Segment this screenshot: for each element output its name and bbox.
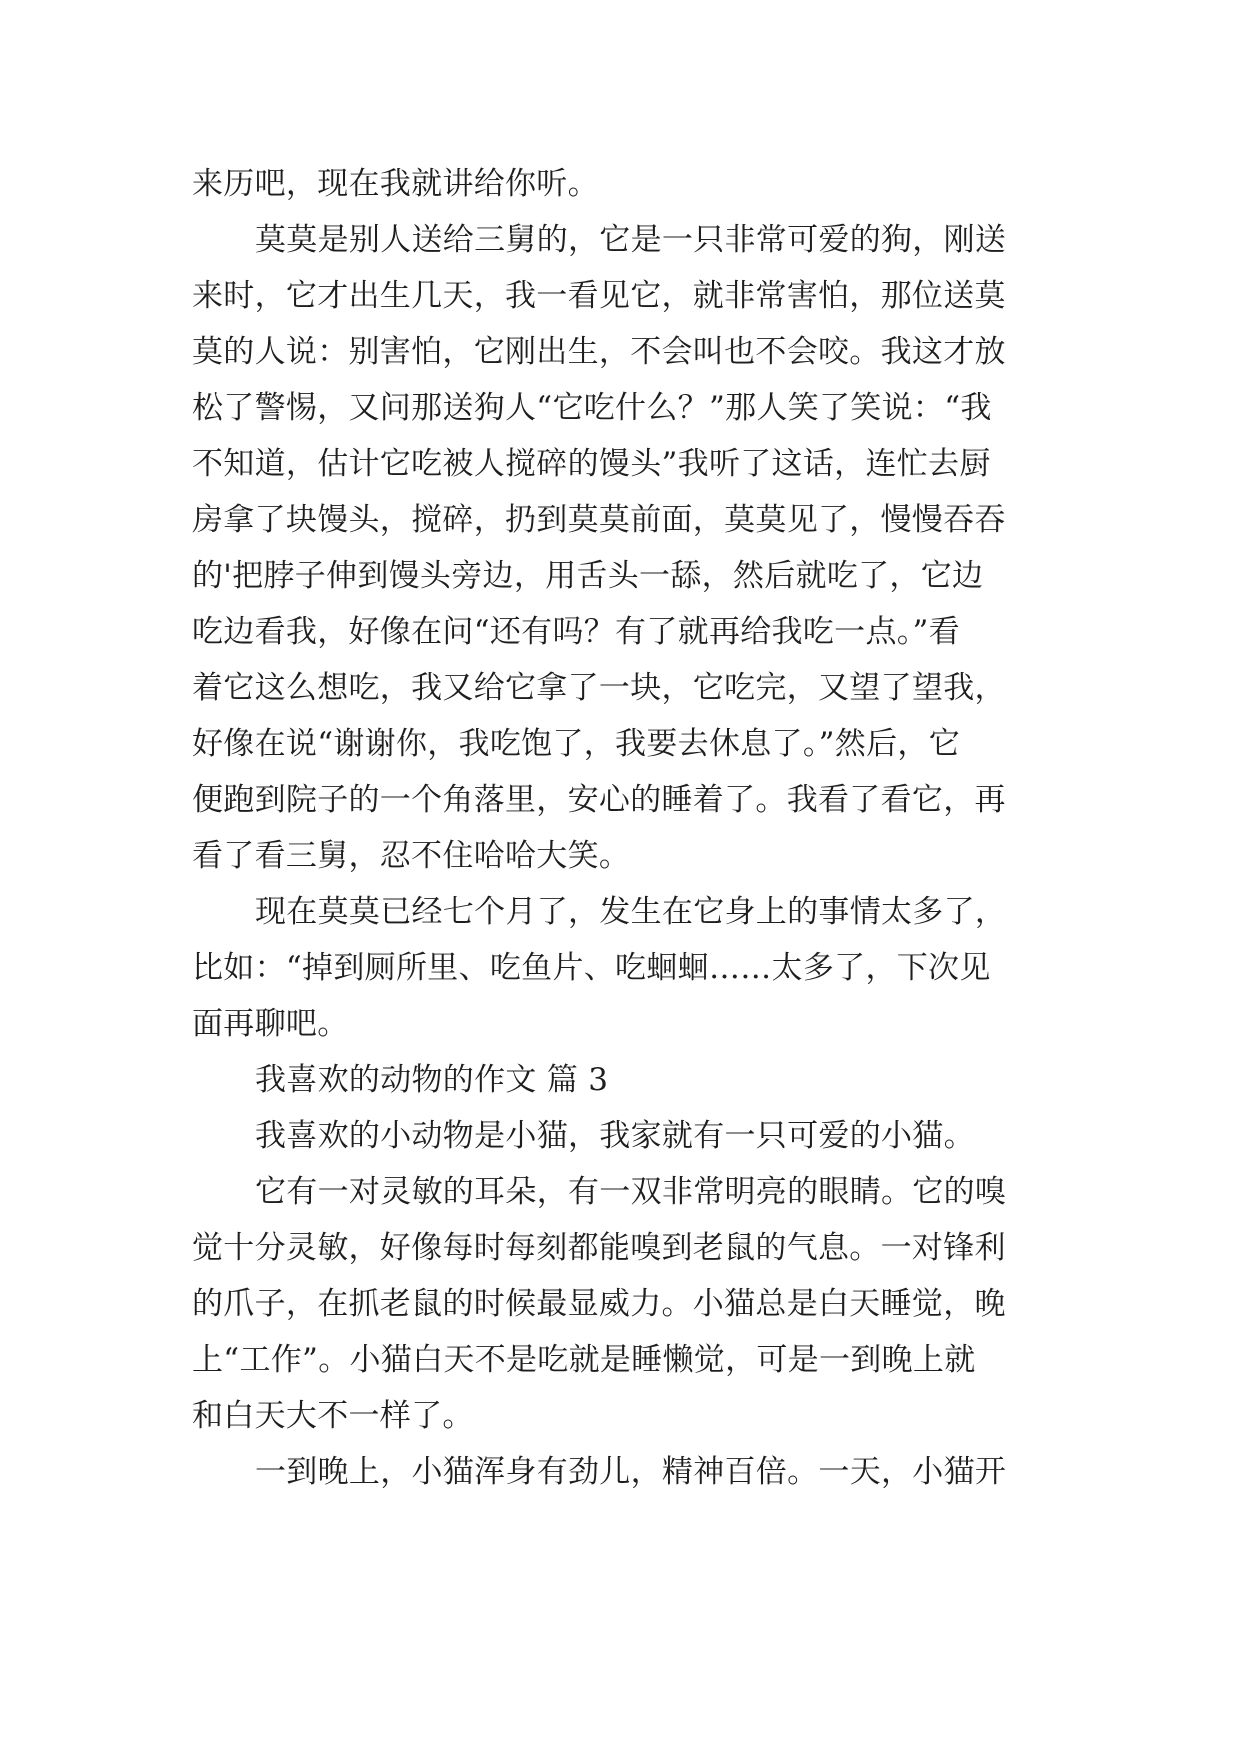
text-line-10: 着它这么想吃，我又给它拿了一块，它吃完，又望了望我， [192,670,1006,706]
text-line-6: 不知道，估计它吃被人搅碎的馒头”我听了这话，连忙去厨 [192,446,991,482]
text-line-20: 觉十分灵敏，好像每时每刻都能嗅到老鼠的气息。一对锋利 [192,1230,1006,1266]
text-line-2: 莫莫是别人送给三舅的，它是一只非常可爱的狗，刚送 [255,222,1007,258]
text-line-24: 一到晚上，小猫浑身有劲儿，精神百倍。一天，小猫开 [255,1454,1007,1490]
text-line-13: 看了看三舅，忍不住哈哈大笑。 [192,838,631,874]
text-line-14: 现在莫莫已经七个月了，发生在它身上的事情太多了， [255,894,1007,930]
text-line-1: 来历吧，现在我就讲给你听。 [192,166,599,202]
text-line-22: 上“工作”。小猫白天不是吃就是睡懒觉，可是一到晚上就 [192,1342,976,1378]
text-line-3: 来时，它才出生几天，我一看见它，就非常害怕，那位送莫 [192,278,1006,314]
text-line-8: 的'把脖子伸到馒头旁边，用舌头一舔，然后就吃了，它边 [192,558,984,594]
text-line-9: 吃边看我，好像在问“还有吗？有了就再给我吃一点。”看 [192,614,960,650]
text-line-18: 我喜欢的小动物是小猫，我家就有一只可爱的小猫。 [255,1118,975,1154]
text-line-5: 松了警惕，又问那送狗人“它吃什么？”那人笑了笑说：“我 [192,390,992,426]
text-line-4: 莫的人说：别害怕，它刚出生，不会叫也不会咬。我这才放 [192,334,1006,370]
text-line-23: 和白天大不一样了。 [192,1398,474,1434]
text-line-7: 房拿了块馒头，搅碎，扔到莫莫前面，莫莫见了，慢慢吞吞 [192,502,1006,538]
text-line-21: 的爪子，在抓老鼠的时候最显威力。小猫总是白天睡觉，晚 [192,1286,1006,1322]
section-heading: 我喜欢的动物的作文 篇 3 [255,1062,609,1098]
text-line-12: 便跑到院子的一个角落里，安心的睡着了。我看了看它，再 [192,782,1006,818]
text-line-11: 好像在说“谢谢你，我吃饱了，我要去休息了。”然后，它 [192,726,960,762]
text-line-19: 它有一对灵敏的耳朵，有一双非常明亮的眼睛。它的嗅 [255,1174,1007,1210]
text-line-16: 面再聊吧。 [192,1006,349,1042]
text-line-15: 比如：“掉到厕所里、吃鱼片、吃蛔蛔……太多了，下次见 [192,950,991,986]
